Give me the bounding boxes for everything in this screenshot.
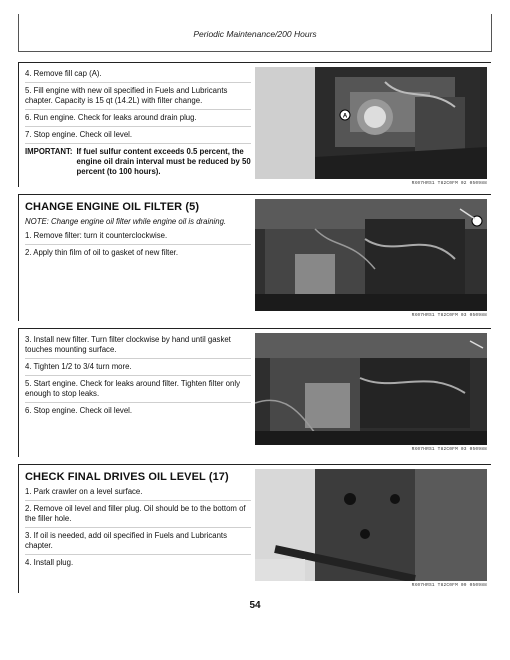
step-add-oil: 3. If oil is needed, add oil specified in Fuels and Lubricants chapter.: [25, 531, 251, 555]
section-final-drives-oil: [18, 464, 491, 593]
header-rule: [19, 51, 491, 52]
final-drive-photo: [255, 469, 487, 581]
section-title: CHANGE ENGINE OIL FILTER (5): [25, 201, 200, 213]
step-run-engine: 6. Run engine. Check for leaks around drain plug.: [25, 113, 251, 127]
step-stop-engine: 7. Stop engine. Check oil level.: [25, 130, 251, 144]
photo-caption: RX07HRS1 T82C0FM 03 050988: [411, 313, 487, 318]
important-text: If fuel sulfur content exceeds 0.5 percent, the engine oil drain interval must be reduced by 50 percent (to 100 hours).: [76, 146, 251, 176]
important-label: IMPORTANT:: [25, 146, 73, 156]
step-install-new-filter: 3. Install new filter. Turn filter clockwise by hand until gasket touches mounting surface.: [25, 335, 251, 359]
step-stop-engine-check-level: 6. Stop engine. Check oil level.: [25, 405, 133, 415]
section-title: CHECK FINAL DRIVES OIL LEVEL (17): [25, 471, 229, 483]
step-remove-plug: 2. Remove oil level and filler plug. Oil should be to the bottom of the filler hole.: [25, 504, 251, 528]
engine-photo-1: [255, 67, 487, 179]
photo-oil-filter-install: [255, 333, 487, 452]
step-remove-fill-cap: 4. Remove fill cap (A).: [25, 69, 251, 83]
page-header-title: Periodic Maintenance/200 Hours: [193, 29, 317, 39]
section-change-oil-filter-text: [25, 201, 251, 264]
engine-photo-3: [255, 333, 487, 445]
step-start-engine-check-leaks: 5. Start engine. Check for leaks around filter. Tighten filter only enough to stop leaks.: [25, 379, 251, 403]
section-install-oil-filter-text: [25, 335, 251, 422]
step-apply-oil-gasket: 2. Apply thin film of oil to gasket of new filter.: [25, 247, 178, 257]
photo-caption: RX07HRS1 T82C0FM 02 050988: [411, 181, 487, 186]
page-number: 54: [249, 600, 261, 611]
photo-caption: RX07HRS1 T82C0FM 03 050988: [411, 447, 487, 452]
section-install-oil-filter: [18, 328, 491, 457]
section-oil-fill-text: [25, 69, 251, 177]
step-install-plug: 4. Install plug.: [25, 557, 74, 567]
section-final-drives-oil-text: [25, 471, 251, 574]
callout-a-label: A: [342, 113, 348, 120]
step-fill-engine: 5. Fill engine with new oil specified in Fuels and Lubricants chapter. Capacity is 15 qt (14.2L) with filter change.: [25, 86, 251, 110]
photo-final-drive: [255, 469, 487, 588]
photo-oil-filter-remove: [255, 199, 487, 318]
important-notice: [25, 147, 251, 177]
step-remove-filter: 1. Remove filter: turn it counterclockwise.: [25, 231, 251, 245]
page-header: [18, 14, 492, 52]
section-change-oil-filter: [18, 194, 491, 321]
photo-oil-fill: [255, 67, 487, 186]
step-park-crawler: 1. Park crawler on a level surface.: [25, 487, 251, 501]
engine-photo-2: [255, 199, 487, 311]
section-oil-fill: [18, 62, 491, 187]
step-tighten-filter: 4. Tighten 1/2 to 3/4 turn more.: [25, 362, 251, 376]
photo-caption: RX07HRS1 T82C0FM 09 050988: [411, 583, 487, 588]
note-text: NOTE: Change engine oil filter while engine oil is draining.: [25, 217, 227, 226]
